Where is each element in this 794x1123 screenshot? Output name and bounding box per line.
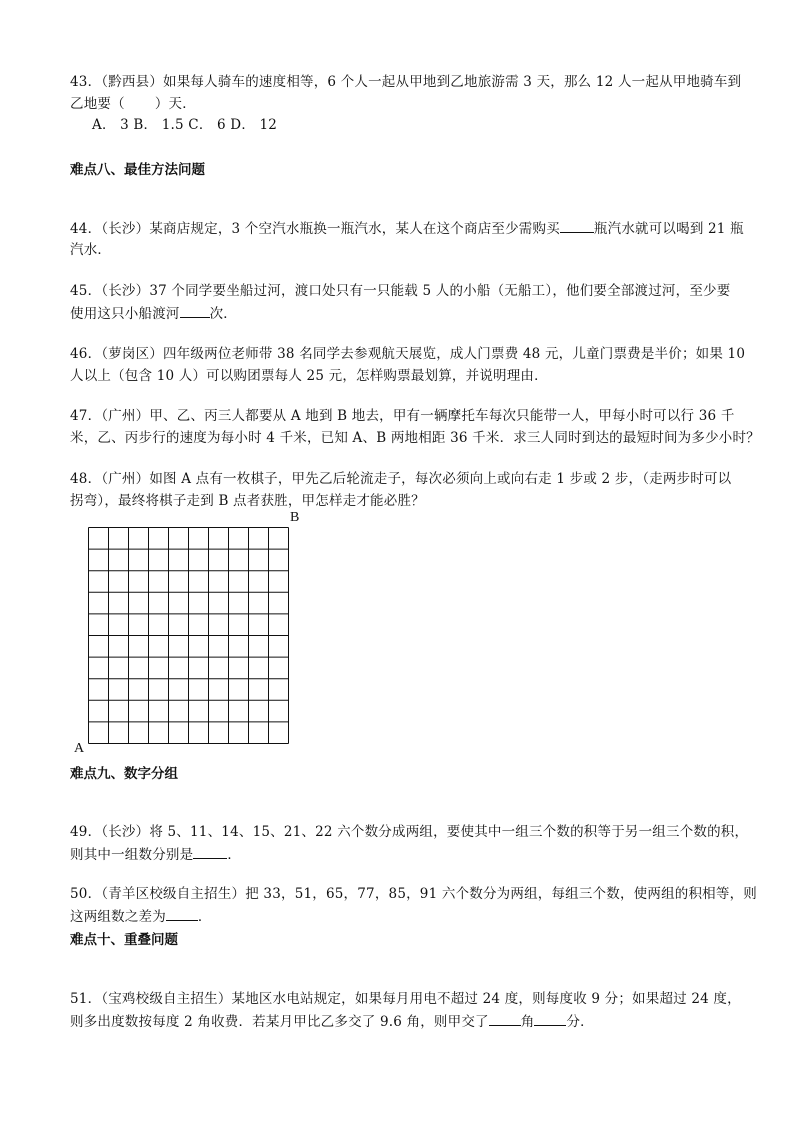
answer-blank [560,218,594,233]
question-51-suffix: 分． [566,1014,594,1030]
section-heading-8: 难点八、最佳方法问题 [70,162,205,178]
question-43-options: A． 3 B． 1.5 C． 6 D． 12 [92,117,278,133]
question-44-line-1 [70,218,744,239]
point-a-label: A [74,741,85,756]
question-50-line-2 [70,906,730,927]
question-43-suffix: ）天． [154,96,196,112]
question-48-line-1: 48．（广州）如图 A 点有一枚棋子，甲先乙后轮流走子，每次必须向上或向右走 1 步或 2 步，（走两步时可以 [70,471,732,487]
question-50-line-1: 50．（青羊区校级自主招生）把 33，51，65，77，85，91 六个数分为两组，每组三个数，使两组的积相等，则 [70,886,757,902]
question-44-line-2: 汽水． [70,242,112,258]
question-45-suffix: 次． [209,306,238,322]
chess-grid [88,527,289,744]
answer-blank [180,303,210,318]
question-45-prefix: 使用这只小船渡河 [70,306,180,322]
question-49-suffix: ． [227,847,242,863]
section-heading-10: 难点十、重叠问题 [70,932,178,948]
question-50-suffix: ． [197,909,212,925]
question-45-line-2 [70,303,730,324]
question-48-line-2: 拐弯），最终将棋子走到 B 点者获胜，甲怎样走才能必胜？ [70,493,425,509]
question-49-prefix: 则其中一组数分别是 [70,847,194,863]
question-43-prefix: 乙地要（ [70,96,125,112]
answer-blank [166,906,198,921]
question-46-line-2: 人以上（包含 10 人）可以购团票每人 25 元，怎样购票最划算，并说明理由． [70,368,548,384]
question-51-middle: 角 [520,1014,535,1030]
question-44-suffix: 瓶汽水就可以喝到 21 瓶 [593,221,744,237]
answer-blank [489,1011,521,1026]
question-50-prefix: 这两组数之差为 [70,909,166,925]
question-51-prefix: 则多出度数按每度 2 角收费．若某月甲比乙多交了 9.6 角，则甲交了 [70,1014,489,1030]
question-47-line-2: 米，乙、丙步行的速度为每小时 4 千米，已知 A、B 两地相距 36 千米．求三人同时到达的最短时间为多少小时？ [70,430,760,446]
question-47-line-1: 47．（广州）甲、乙、丙三人都要从 A 地到 B 地去，甲有一辆摩托车每次只能带一人，甲每小时可以行 36 千 [70,408,735,424]
question-44-prefix: 44．（长沙）某商店规定，3 个空汽水瓶换一瓶汽水，某人在这个商店至少需购买 [70,221,560,237]
question-43-line-1: 43．（黔西县）如果每人骑车的速度相等，6 个人一起从甲地到乙地旅游需 3 天，那么 12 人一起从甲地骑车到 [70,74,742,90]
point-b-label: B [290,510,300,525]
question-49-line-2 [70,844,730,865]
question-51-line-1: 51．（宝鸡校级自主招生）某地区水电站规定，如果每月用电不超过 24 度，则每度收 9 分；如果超过 24 度， [70,991,741,1007]
answer-blank [534,1011,566,1026]
section-heading-9: 难点九、数字分组 [70,766,178,782]
question-51-line-2 [70,1011,730,1032]
question-45-line-1: 45．（长沙）37 个同学要坐船过河，渡口处只有一只能载 5 人的小船（无船工），他们要全部渡过河，至少要 [70,283,731,299]
answer-blank [193,844,227,859]
question-43-line-2 [70,94,730,114]
question-46-line-1: 46．（萝岗区）四年级两位老师带 38 名同学去参观航天展览，成人门票费 48 元，儿童门票费是半价；如果 10 [70,346,746,362]
chess-grid-svg [88,527,289,744]
question-49-line-1: 49．（长沙）将 5、11、14、15、21、22 六个数分成两组，要使其中一组三个数的积等于另一组三个数的积， [70,824,749,840]
